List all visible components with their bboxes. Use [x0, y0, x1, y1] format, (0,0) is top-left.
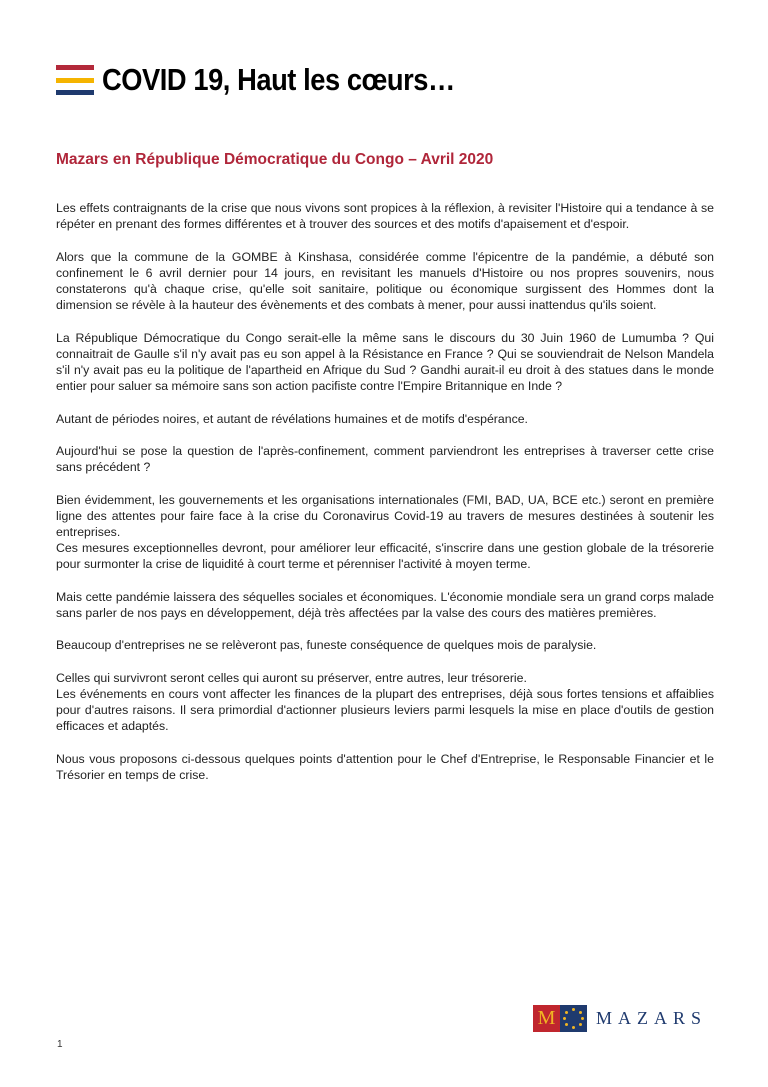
flag-stripes-icon [56, 65, 94, 95]
flag-stripe-blue [56, 90, 94, 95]
paragraph: Celles qui survivront seront celles qui auront su préserver, entre autres, leur trésorerie. [56, 670, 527, 685]
paragraph: Nous vous proposons ci-dessous quelques points d'attention pour le Chef d'Entreprise, le Responsable Financier et le Trésorier en temps de crise. [56, 751, 714, 782]
document-subtitle: Mazars en République Démocratique du Congo – Avril 2020 [56, 151, 494, 168]
page-number: 1 [57, 1039, 63, 1050]
logo-wordmark: MAZARS [596, 1008, 708, 1028]
paragraph: Les effets contraignants de la crise que nous vivons sont propices à la réflexion, à revisiter l'Histoire qui a tendance à se répéter en prenant des formes différentes et à trouver des sources et des motifs d'apaisement et d'espoir. [56, 201, 714, 232]
paragraph: Bien évidemment, les gouvernements et les organisations internationales (FMI, BAD, UA, BCE etc.) seront en première ligne des attentes pour faire face à la crise du Coronavirus Covid-19 au travers de mesures destinées à soutenir les entreprises. [56, 492, 714, 539]
paragraph: Alors que la commune de la GOMBE à Kinshasa, considérée comme l'épicentre de la pandémie, a débuté son confinement le 6 avril dernier pour 14 jours, en revisitant les manuels d'Histoire ou nos propres souvenirs, nous constaterons qu'à chaque crise, qu'elle soit sanitaire, politique ou économique surgissent des Hommes dont la dimension se révèle à la hauteur des évènements et des combats à mener, pour aussi inattendus qu'ils soient. [56, 249, 714, 313]
paragraph: Mais cette pandémie laissera des séquelles sociales et économiques. L'économie mondiale sera un grand corps malade sans parler de nos pays en développement, déjà très affectées par la valse des cours des matières premières. [56, 589, 714, 620]
flag-stripe-red [56, 65, 94, 70]
document-body [56, 200, 714, 799]
paragraph: Autant de périodes noires, et autant de révélations humaines et de motifs d'espérance. [56, 411, 528, 426]
page-title: COVID 19, Haut les cœurs… [102, 62, 455, 97]
document-header [56, 62, 503, 98]
logo-m-icon: M [533, 1005, 560, 1032]
logo-stars-icon [560, 1005, 587, 1032]
mazars-logo [533, 1005, 707, 1032]
paragraph: Ces mesures exceptionnelles devront, pour améliorer leur efficacité, s'inscrire dans une gestion globale de la trésorerie pour surmonter la crise de liquidité à court terme et pérenniser l'activité à moyen terme. [56, 541, 714, 572]
paragraph: La République Démocratique du Congo serait-elle la même sans le discours du 30 Juin 1960 de Lumumba ? Qui connaitrait de Gaulle s'il n'y avait pas eu son appel à la Résistance en France ? Qui se souviendrait de Nelson Mandela s'il n'y avait pas eu la politique de l'apartheid en Afrique du Sud ? Gandhi aurait-il eu droit à des statues dans le monde entier pour saluer sa mémoire sans son action pacifiste contre l'Empire Britannique en Inde ? [56, 330, 714, 394]
paragraph: Aujourd'hui se pose la question de l'après-confinement, comment parviendront les entreprises à traverser cette crise sans précédent ? [56, 443, 714, 475]
flag-stripe-yellow [56, 78, 94, 83]
paragraph: Les événements en cours vont affecter les finances de la plupart des entreprises, déjà sous fortes tensions et affaiblies pour d'autres raisons. Il sera primordial d'actionner plusieurs leviers parmi lesquels la mise en place d'outils de gestion efficaces et adaptés. [56, 686, 714, 734]
paragraph: Beaucoup d'entreprises ne se relèveront pas, funeste conséquence de quelques mois de paralysie. [56, 638, 597, 653]
